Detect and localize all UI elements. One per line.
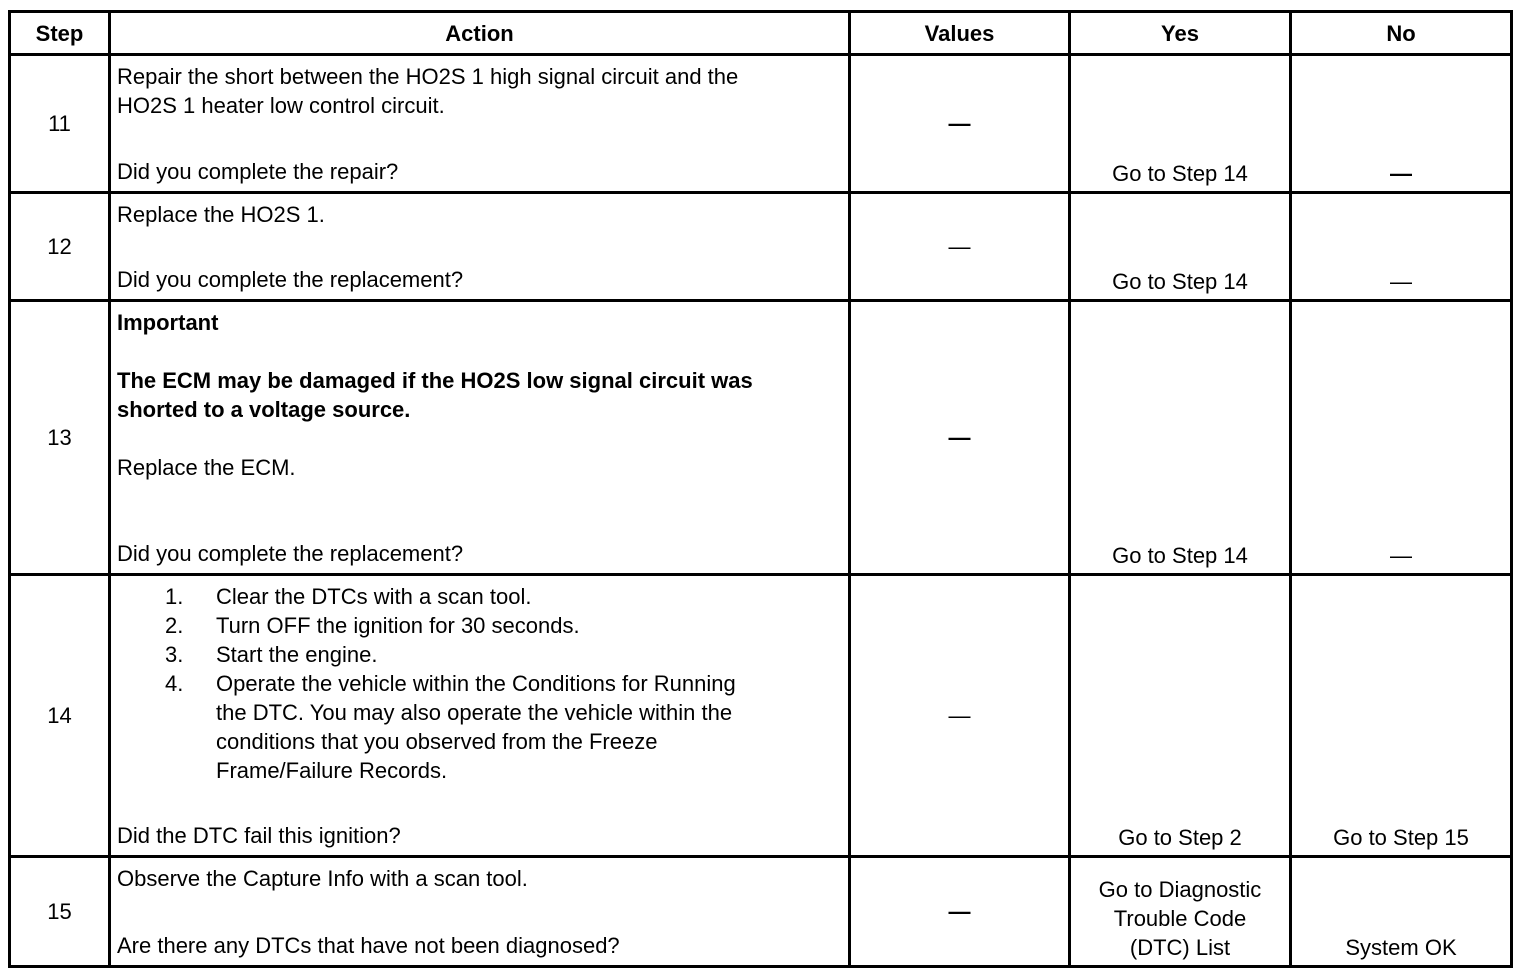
values-dash: — <box>948 425 971 450</box>
action-text: Repair the short between the HO2S 1 high signal circuit and the <box>117 64 739 89</box>
action-cell <box>110 301 850 575</box>
action-text: Observe the Capture Info with a scan tool. <box>117 866 528 891</box>
list-item <box>117 640 842 669</box>
values-cell <box>850 55 1070 193</box>
yes-cell: Go to Step 2 <box>1070 575 1291 857</box>
list-text: Turn OFF the ignition for 30 seconds. <box>216 613 580 638</box>
values-cell <box>850 301 1070 575</box>
list-text: Operate the vehicle within the Conditions for Running <box>216 671 736 696</box>
yes-cell: Go to Step 14 <box>1070 193 1291 301</box>
table-row <box>10 301 1512 575</box>
table-row <box>10 55 1512 193</box>
step-number: 15 <box>10 857 110 967</box>
yes-cell: Go to Step 14 <box>1070 301 1291 575</box>
no-cell: — <box>1291 301 1512 575</box>
important-text: The ECM may be damaged if the HO2S low signal circuit was <box>117 368 753 393</box>
yes-cell: Go to Step 14 <box>1070 55 1291 193</box>
yes-cell <box>1070 857 1291 967</box>
action-text: Replace the HO2S 1. <box>117 202 325 227</box>
no-cell: Go to Step 15 <box>1291 575 1512 857</box>
action-text: HO2S 1 heater low control circuit. <box>117 93 445 118</box>
values-dash: — <box>948 899 971 924</box>
header-row <box>10 12 1512 55</box>
list-number: 2. <box>165 613 184 638</box>
action-cell <box>110 857 850 967</box>
action-cell <box>110 193 850 301</box>
action-cell <box>110 575 850 857</box>
step-number: 11 <box>10 55 110 193</box>
list-text: conditions that you observed from the Freeze <box>216 729 658 754</box>
step-number: 13 <box>10 301 110 575</box>
values-cell <box>850 857 1070 967</box>
list-item <box>117 582 842 611</box>
header-no: No <box>1291 12 1512 55</box>
header-values: Values <box>850 12 1070 55</box>
action-question: Did you complete the repair? <box>117 159 399 184</box>
header-action: Action <box>110 12 850 55</box>
list-item <box>117 611 842 640</box>
list-number: 3. <box>165 642 184 667</box>
list-number: 4. <box>165 671 184 696</box>
table-row <box>10 857 1512 967</box>
action-cell <box>110 55 850 193</box>
diagnostic-table <box>8 10 1513 968</box>
procedure-list <box>117 582 842 785</box>
table-row <box>10 575 1512 857</box>
no-dash: — <box>1390 161 1412 186</box>
action-text: Replace the ECM. <box>117 455 296 480</box>
important-label: Important <box>117 310 219 335</box>
values-cell: — <box>850 193 1070 301</box>
list-number: 1. <box>165 584 184 609</box>
important-text: shorted to a voltage source. <box>117 397 411 422</box>
values-cell: — <box>850 575 1070 857</box>
action-question: Did you complete the replacement? <box>117 267 464 292</box>
action-question: Did you complete the replacement? <box>117 541 464 566</box>
header-yes: Yes <box>1070 12 1291 55</box>
list-item <box>117 669 842 785</box>
no-cell <box>1291 55 1512 193</box>
step-number: 12 <box>10 193 110 301</box>
yes-text: Go to Diagnostic <box>1098 877 1262 902</box>
action-question: Did the DTC fail this ignition? <box>117 823 401 848</box>
table-row <box>10 193 1512 301</box>
header-step: Step <box>10 12 110 55</box>
no-cell: — <box>1291 193 1512 301</box>
list-text: the DTC. You may also operate the vehicle within the <box>216 700 733 725</box>
yes-text: (DTC) List <box>1129 935 1231 960</box>
action-question: Are there any DTCs that have not been diagnosed? <box>117 933 620 958</box>
list-text: Clear the DTCs with a scan tool. <box>216 584 532 609</box>
list-text: Start the engine. <box>216 642 378 667</box>
values-dash: — <box>948 111 971 136</box>
step-number: 14 <box>10 575 110 857</box>
list-text: Frame/Failure Records. <box>216 758 448 783</box>
no-cell: System OK <box>1291 857 1512 967</box>
yes-text: Trouble Code <box>1113 906 1247 931</box>
